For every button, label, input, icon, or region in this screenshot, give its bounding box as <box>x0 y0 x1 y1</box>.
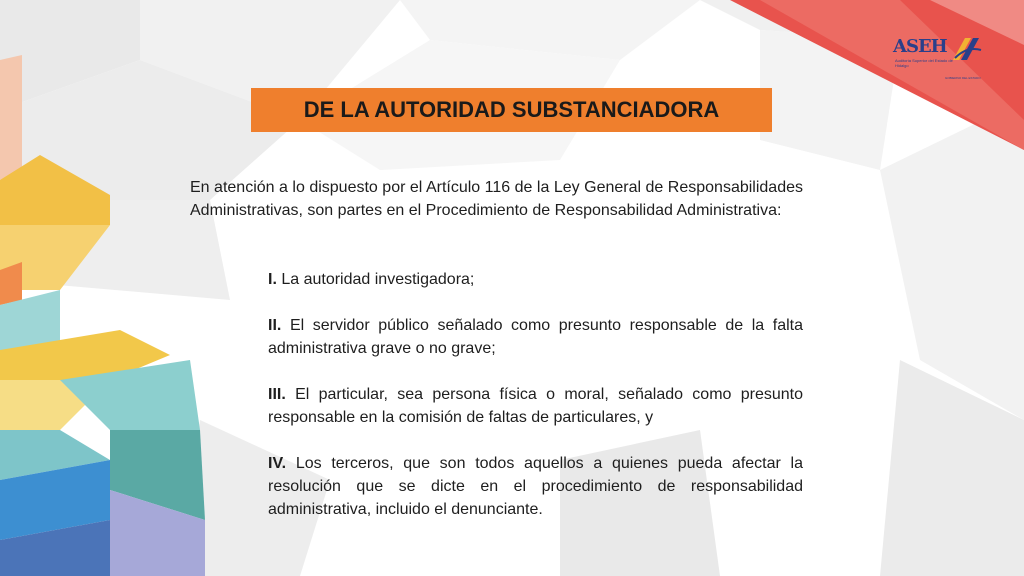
logo-mark-icon <box>951 36 983 62</box>
item-numeral: IV. <box>268 455 287 472</box>
logo-subtitle: Auditoría Superior del Estado de Hidalgo <box>895 58 953 68</box>
aseh-logo <box>893 36 993 80</box>
intro-paragraph: En atención a lo dispuesto por el Artículo 116 de la Ley General de Responsabilidades Administrativas, son partes en el Procedimiento de Responsabilidad Administrativa: <box>190 179 803 219</box>
list-item <box>268 268 803 291</box>
list-item <box>268 383 803 429</box>
item-numeral: III. <box>268 386 286 403</box>
parties-list <box>268 268 803 544</box>
logo-text: ASEH <box>893 36 947 57</box>
item-text: El particular, sea persona física o moral, señalado como presunto responsable en la comisión de faltas de particulares, y <box>268 386 803 426</box>
slide-title: DE LA AUTORIDAD SUBSTANCIADORA <box>303 97 720 122</box>
logo-tagline: GOBIERNO DEL ESTADO <box>945 76 981 80</box>
bg-shape <box>0 55 22 180</box>
item-text: La autoridad investigadora; <box>281 271 475 288</box>
list-item <box>268 314 803 360</box>
title-banner <box>251 88 772 132</box>
item-text: Los terceros, que son todos aquellos a quienes pueda afectar la resolución que se dicte en el procedimiento de responsabilidad administrativa, incluido el denunciante. <box>268 455 803 518</box>
item-text: El servidor público señalado como presunto responsable de la falta administrativa grave o no grave; <box>268 317 804 357</box>
item-numeral: II. <box>268 317 282 334</box>
item-numeral: I. <box>268 271 277 288</box>
list-item <box>268 452 803 521</box>
